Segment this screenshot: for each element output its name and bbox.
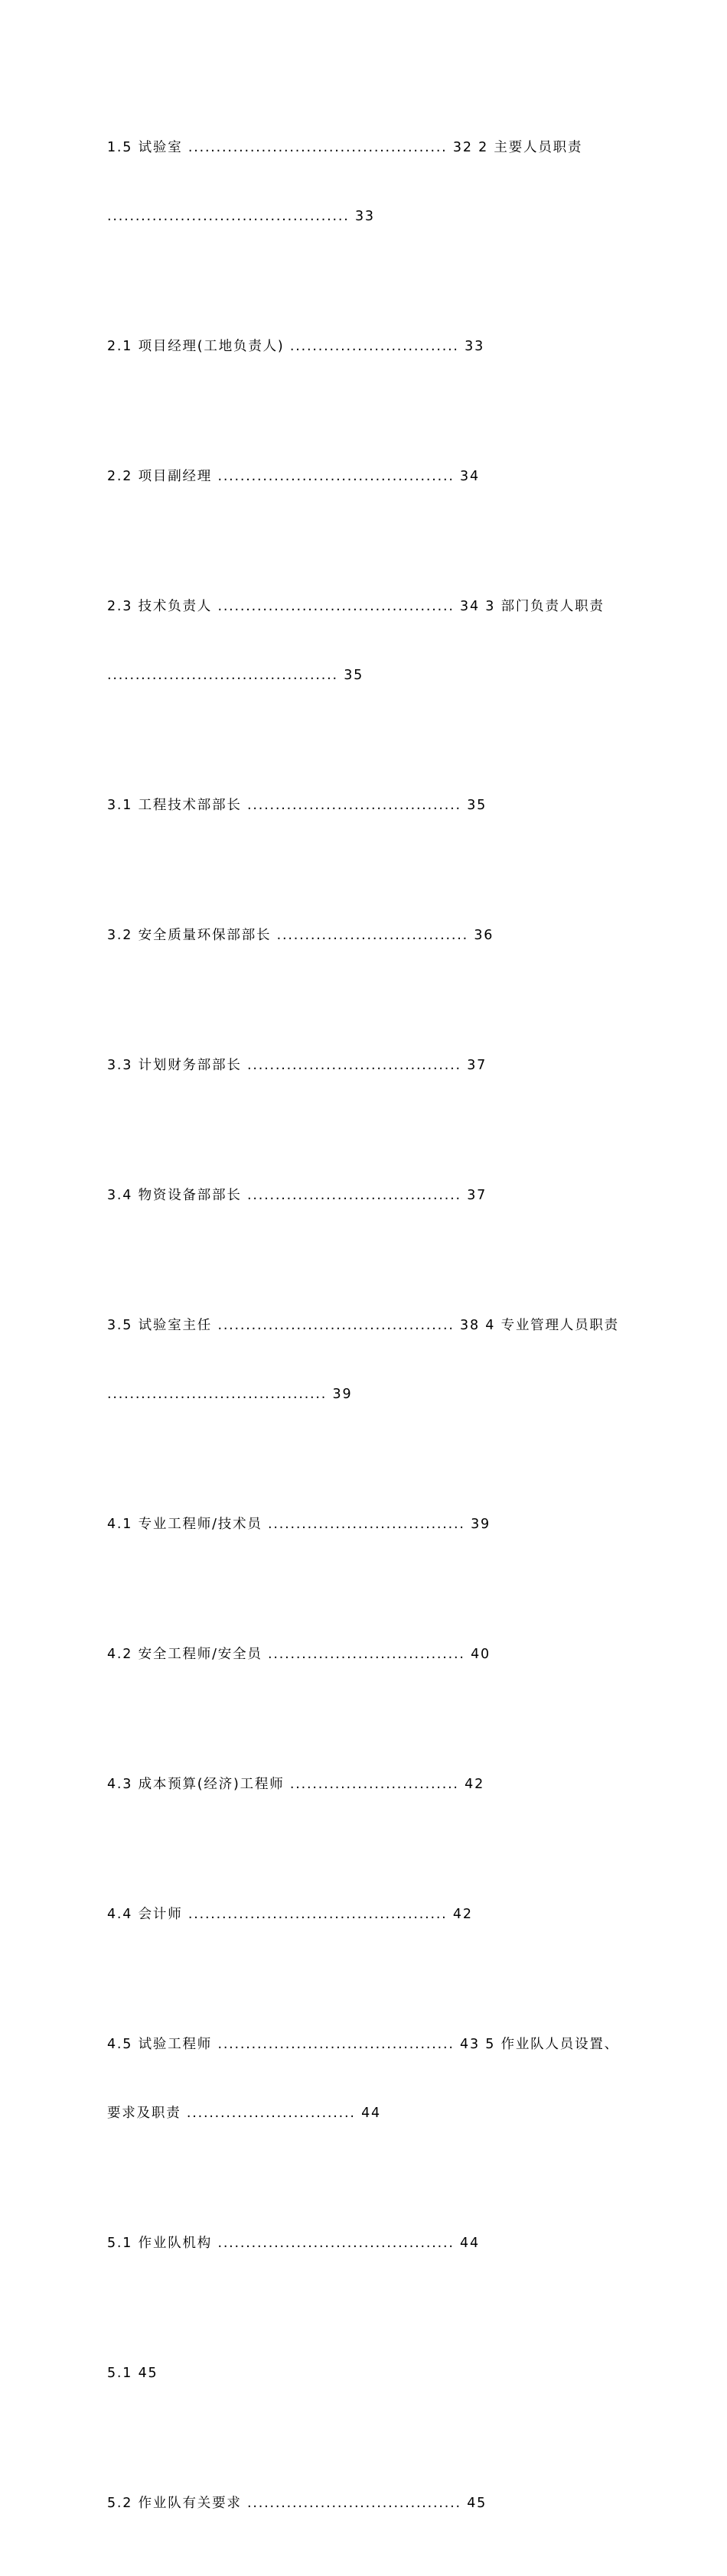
toc-line: 4.4 会计师 .............................................. 42 [107, 1907, 473, 1922]
toc-line: 2.1 项目经理(工地负责人) .............................. 33 [107, 339, 485, 354]
toc-entry-4-2 [107, 1597, 628, 1712]
toc-line: 2.2 项目副经理 .......................................... 34 [107, 469, 480, 484]
toc-entry-3-2 [107, 878, 628, 993]
toc-line: 2.3 技术负责人 .......................................... 34 3 部门负责人职责 [107, 599, 605, 614]
toc-entry-2-3 [107, 549, 628, 733]
toc-line: 5.1 45 [107, 2366, 158, 2381]
toc-entry-1-5 [107, 90, 628, 274]
toc-line: 3.2 安全质量环保部部长 .................................. 36 [107, 928, 494, 943]
toc-line: 1.5 试验室 .............................................. 32 2 主要人员职责 [107, 140, 583, 155]
toc-entry-5-2 [107, 2446, 628, 2561]
toc-line: ........................................... 33 [107, 209, 375, 224]
toc-line: 4.2 安全工程师/安全员 ................................... 40 [107, 1647, 491, 1662]
toc-entry-4-4 [107, 1857, 628, 1972]
toc-line: 4.1 专业工程师/技术员 ................................... 39 [107, 1517, 491, 1532]
toc-entry-4-3 [107, 1727, 628, 1842]
toc-line: 3.1 工程技术部部长 ...................................... 35 [107, 798, 487, 813]
toc-line: 3.3 计划财务部部长 ...................................... 37 [107, 1058, 487, 1073]
toc-line: 要求及职责 .............................. 44 [107, 2106, 381, 2121]
toc-entry-5-1 [107, 2186, 628, 2301]
toc-entry-3-1 [107, 748, 628, 863]
toc-entry-2-2 [107, 419, 628, 534]
toc-entry-5-1-b [107, 2316, 628, 2431]
toc-entry-4-5 [107, 1987, 628, 2171]
toc-entry-3-3 [107, 1008, 628, 1123]
toc-line: 5.2 作业队有关要求 ...................................... 45 [107, 2496, 487, 2511]
toc-line: 5.1 作业队机构 .......................................... 44 [107, 2236, 480, 2251]
toc-line: 4.3 成本预算(经济)工程师 .............................. 42 [107, 1777, 485, 1792]
toc-line: 3.5 试验室主任 .......................................... 38 4 专业管理人员职责 [107, 1318, 619, 1333]
table-of-contents [107, 90, 628, 2576]
toc-line: 4.5 试验工程师 .......................................... 43 5 作业队人员设置、 [107, 2037, 619, 2052]
toc-entry-4-1 [107, 1467, 628, 1582]
toc-line: ....................................... 39 [107, 1387, 353, 1402]
toc-entry-2-1 [107, 289, 628, 404]
toc-line: ......................................... 35 [107, 668, 364, 683]
toc-entry-3-5 [107, 1268, 628, 1452]
toc-line: 3.4 物资设备部部长 ...................................... 37 [107, 1188, 487, 1203]
toc-entry-3-4 [107, 1138, 628, 1253]
